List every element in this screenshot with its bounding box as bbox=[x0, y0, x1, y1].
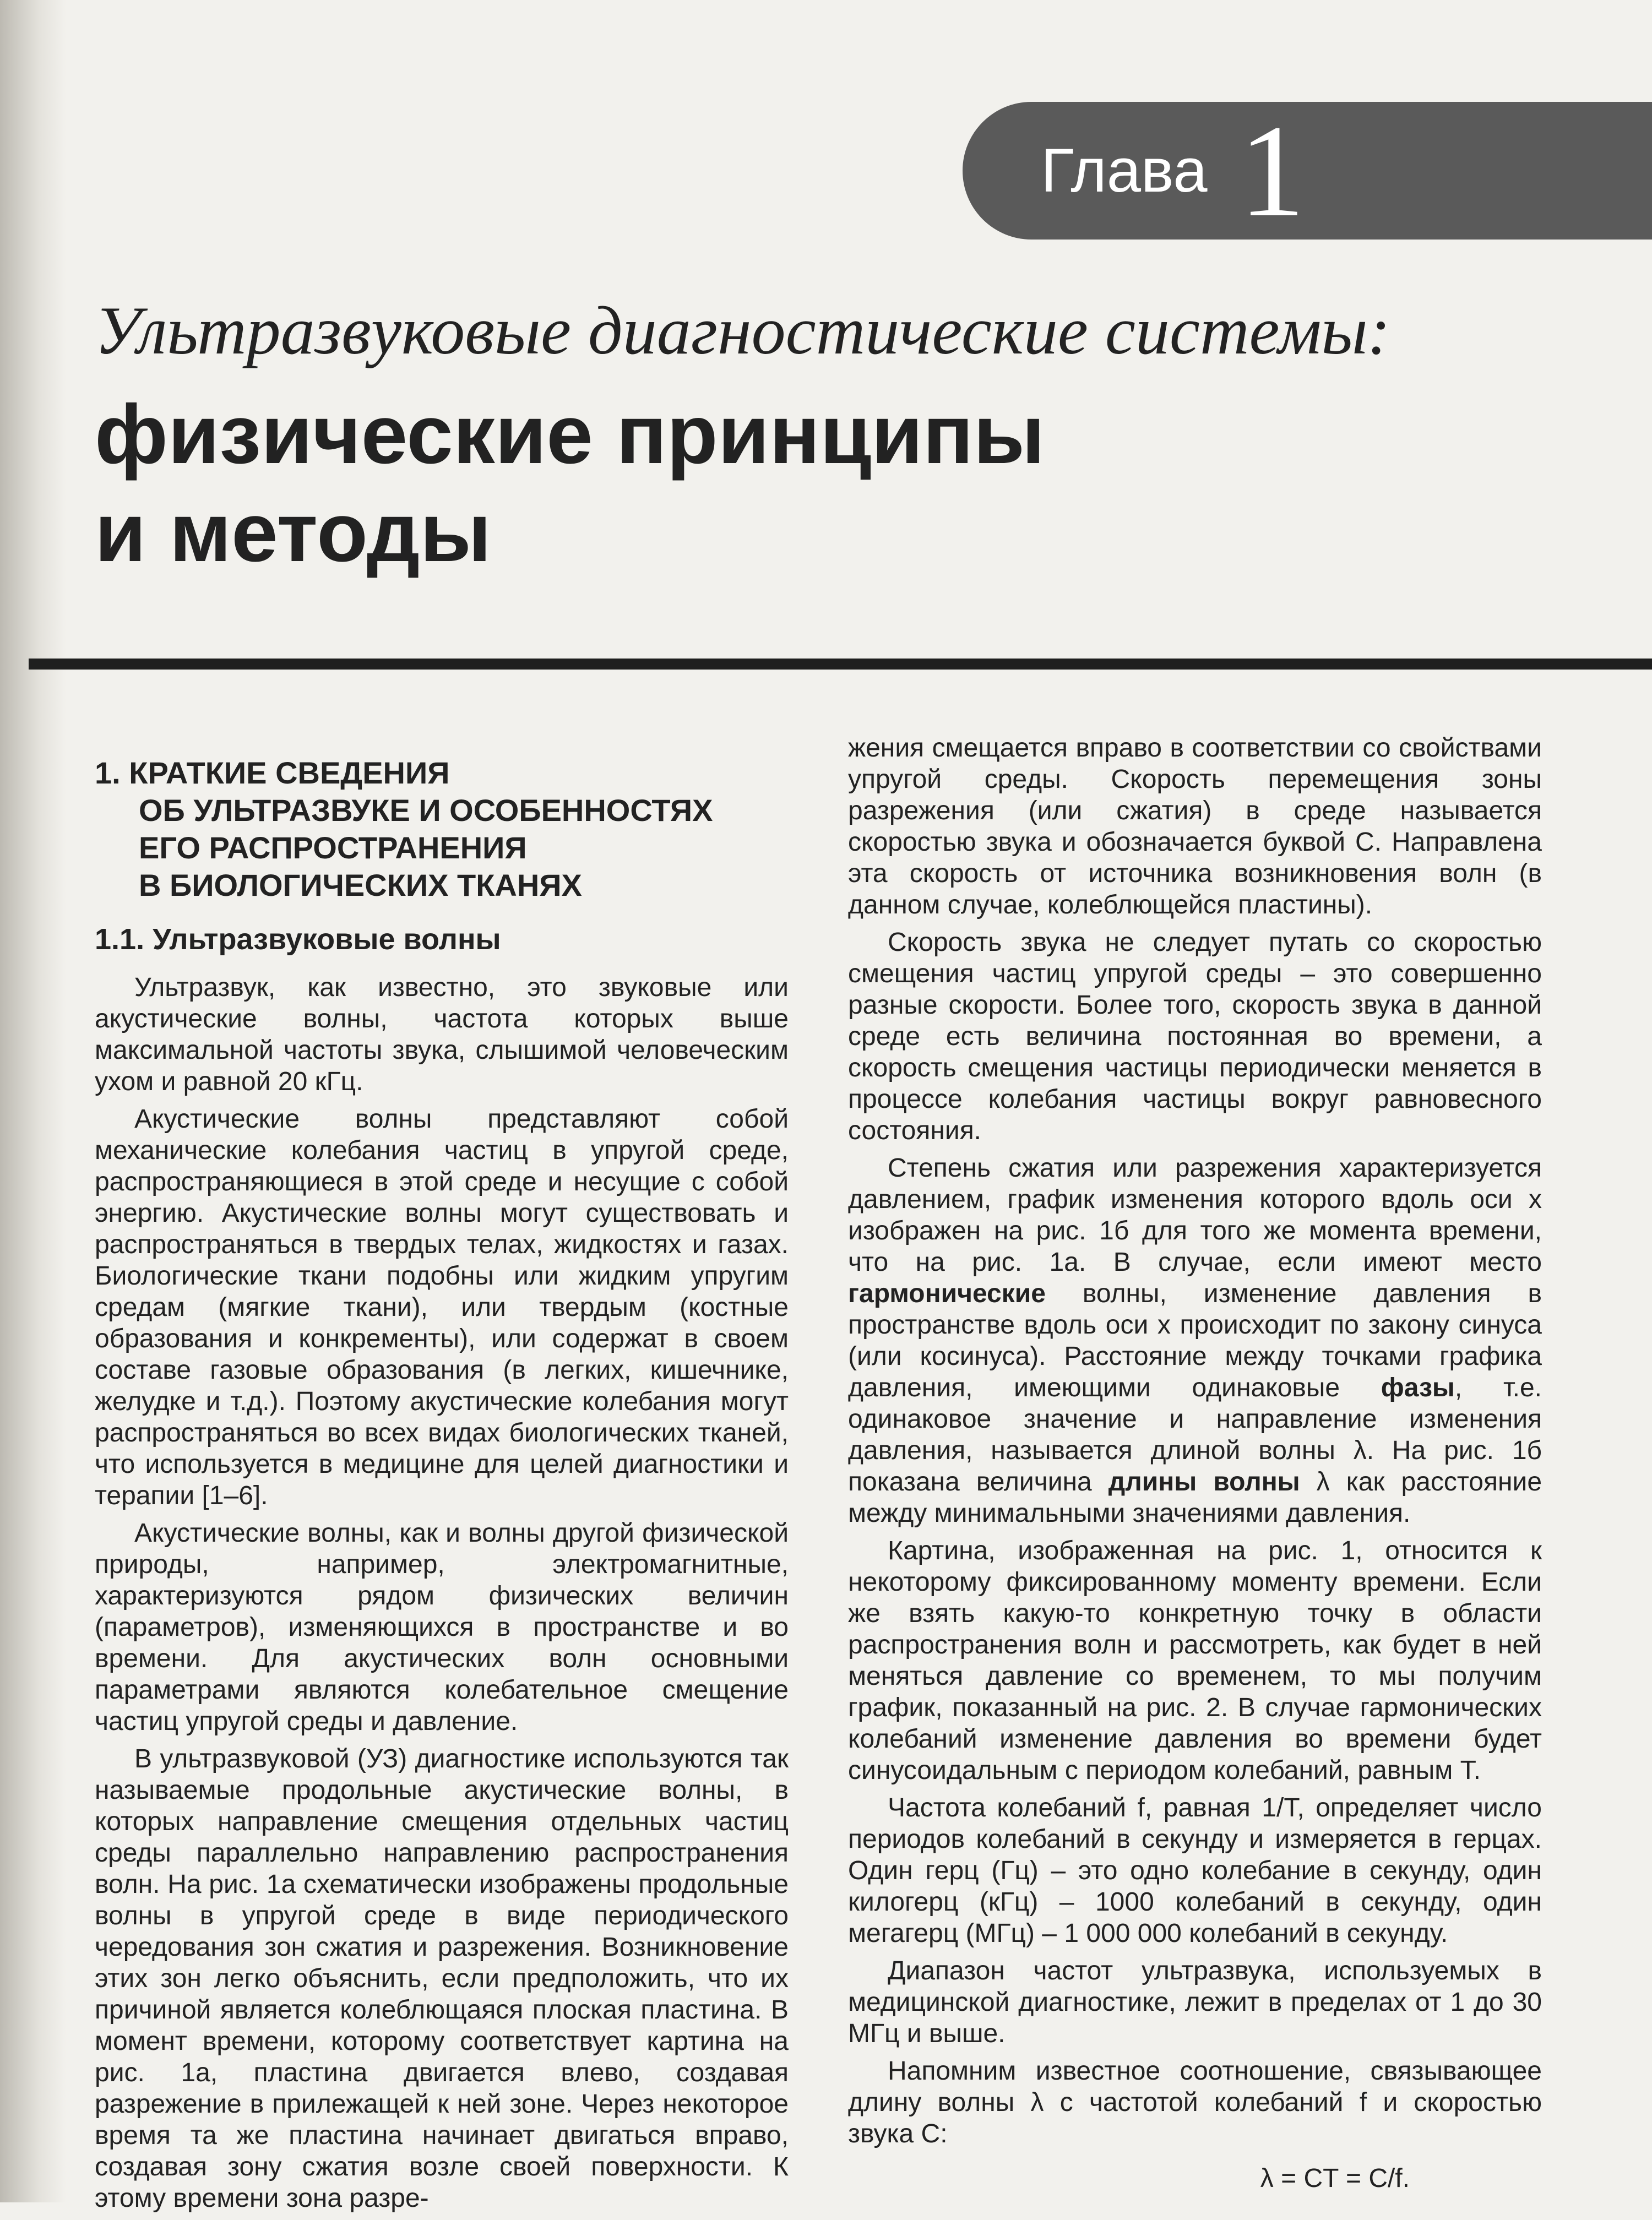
chapter-subtitle: Ультразвуковые диагностические системы: bbox=[95, 293, 1390, 368]
section-heading-line: 1. КРАТКИЕ СВЕДЕНИЯ bbox=[95, 755, 450, 790]
paragraph: В ультразвуковой (УЗ) диагностике используются так называемые продольные акустические волны, в которых направление смещения отдельных частиц среды параллельно направлению распространения волн. На рис. 1а схематически изображены продольные волны в упругой среде в виде периодического чередования зон сжатия и разрежения. Возникновение этих зон легко объяснить, если предположить, что их причиной является колеблющаяся плоская пластина. В момент времени, которому соответствует картина на рис. 1а, пластина двигается влево, создавая разрежение в прилежащей к ней зоне. Через некоторое время та же пластина начинает двигаться вправо, создавая зону сжатия возле своей поверхности. К этому времени зона разре- bbox=[95, 1744, 789, 2213]
right-column bbox=[848, 732, 1542, 2194]
section-heading-line: ОБ УЛЬТРАЗВУКЕ И ОСОБЕННОСТЯХ bbox=[139, 793, 713, 828]
section-heading-line: ЕГО РАСПРОСТРАНЕНИЯ bbox=[139, 830, 527, 865]
header-rule bbox=[29, 659, 1652, 670]
text-run: λ как расстояние между минимальными значениями давления. bbox=[848, 1467, 1542, 1528]
section-heading bbox=[95, 754, 789, 904]
paragraph: Ультразвук, как известно, это звуковые или акустические волны, частота которых выше максимальной частоты звука, слышимой человеческим ухом и равной 20 кГц. bbox=[95, 973, 789, 1096]
paragraph: Диапазон частот ультразвука, используемых в медицинской диагностике, лежит в пределах от 1 до 30 МГц и выше. bbox=[848, 1956, 1542, 2048]
text-run: волны, изменение давления в пространстве вдоль оси x происходит по закону синуса (или косинуса). Расстояние между точками графика давления, имеющими одинаковые bbox=[848, 1279, 1542, 1402]
text-run: , т.е. одинаковое значение и направление изменения давления, называется длиной волны λ. На рис. 1б показана величина bbox=[848, 1373, 1542, 1497]
formula: λ = CT = C/f. bbox=[1260, 2164, 1410, 2193]
paragraph: Напомним известное соотношение, связывающее длину волны λ с частотой колебаний f и скоростью звука С: bbox=[848, 2056, 1542, 2148]
bold-term: длины волны bbox=[1108, 1467, 1300, 1497]
bold-term: фазы bbox=[1381, 1373, 1455, 1402]
paragraph: Частота колебаний f, равная 1/T, определяет число периодов колебаний в секунду и измеряется в герцах. Один герц (Гц) – это одно колебание в секунду, один килогерц (кГц) – 1000 колебаний в секунду, один мегагерц (МГц) – 1 000 000 колебаний в секунду. bbox=[848, 1793, 1542, 1948]
section-heading-line: В БИОЛОГИЧЕСКИХ ТКАНЯХ bbox=[139, 868, 582, 902]
chapter-title-line: физические принципы bbox=[95, 388, 1045, 481]
subsection-heading: 1.1. Ультразвуковые волны bbox=[95, 923, 501, 956]
chapter-word: Глава bbox=[1041, 136, 1208, 205]
paragraph bbox=[848, 1152, 1542, 1529]
chapter-title-line: и методы bbox=[95, 486, 492, 579]
paragraph: Акустические волны, как и волны другой физической природы, например, электромагнитные, характеризуются рядом физических величин (параметров), изменяющихся в пространстве и во времени. Для акустических волн основными параметрами являются колебательное смещение частиц упругой среды и давление. bbox=[95, 1519, 789, 1736]
bold-term: гармонические bbox=[848, 1279, 1046, 1308]
paragraph: жения смещается вправо в соответствии со свойствами упругой среды. Скорость перемещения зоны разрежения (или сжатия) в среде называется скоростью звука и обозначается буквой С. Направлена эта скорость от источника возникновения волн (в данном случае, колеблющейся пластины). bbox=[848, 733, 1542, 919]
chapter-title bbox=[95, 385, 1526, 581]
text-run: Степень сжатия или разрежения характеризуется давлением, график изменения которого вдоль оси x изображен на рис. 1б для того же момента времени, что на рис. 1а. В случае, если имеют место bbox=[848, 1153, 1542, 1277]
paragraph: Скорость звука не следует путать со скоростью смещения частиц упругой среды – это совершенно разные скорости. Более того, скорость звука в данной среде есть величина постоянная во времени, а скорость смещения частицы периодически меняется в процессе колебания частицы вокруг равновесного состояния. bbox=[848, 928, 1542, 1145]
chapter-number: 1 bbox=[1239, 97, 1305, 244]
left-column bbox=[95, 732, 789, 2220]
page-gutter-shadow bbox=[0, 0, 66, 2202]
paragraph: Акустические волны представляют собой механические колебания частиц в упругой среде, распространяющиеся в этой среде и несущие с собой энергию. Акустические волны могут существовать и распространяться в твердых телах, жидкостях и газах. Биологические ткани подобны или жидким упругим средам (мягкие ткани), или твердым (костные образования и конкременты), или содержат в своем составе газовые образования (в легких, кишечнике, желудке и т.д.). Поэтому акустические колебания могут распространяться во всех видах биологических тканей, что используется в медицине для целей диагностики и терапии [1–6]. bbox=[95, 1104, 789, 1510]
paragraph: Картина, изображенная на рис. 1, относится к некоторому фиксированному моменту времени. Если же взять какую-то конкретную точку в области распространения волн и рассмотреть, как будет в ней меняться давление со временем, то мы получим график, показанный на рис. 2. В случае гармонических колебаний изменение давления во времени будет синусоидальным с периодом колебаний, равным T. bbox=[848, 1536, 1542, 1785]
